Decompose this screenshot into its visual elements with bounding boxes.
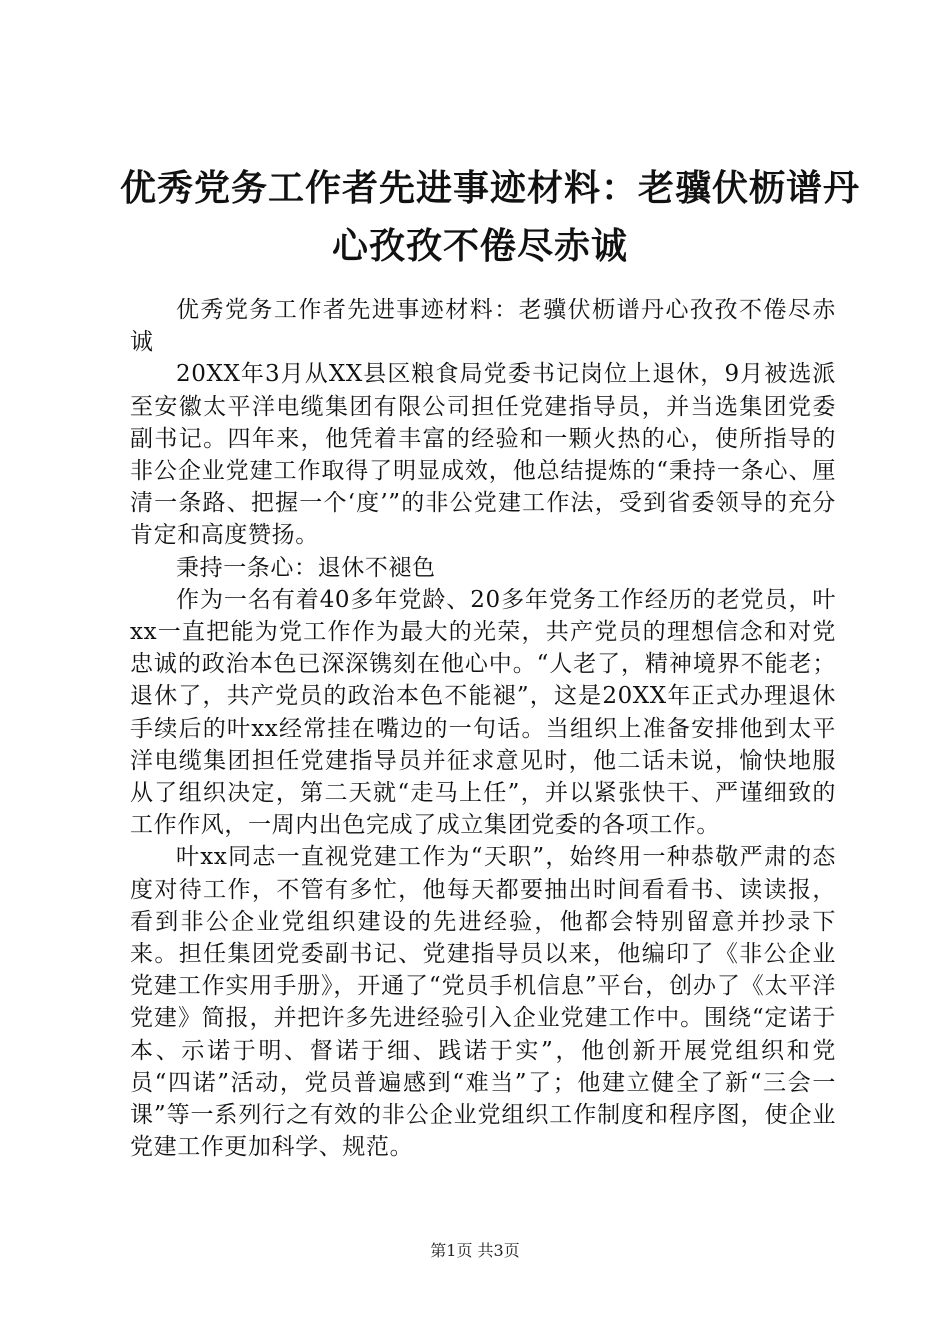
paragraph-subtitle: 优秀党务工作者先进事迹材料：老骥伏枥谱丹心孜孜不倦尽赤诚 bbox=[130, 297, 836, 356]
document-title-line-2: 心孜孜不倦尽赤诚 bbox=[331, 225, 628, 267]
paragraph-section-2: 叶xx同志一直视党建工作为“天职”，始终用一种恭敬严肃的态度对待工作，不管有多忙，他每天都要抽出时间看看书、读读报，看到非公企业党组织建设的先进经验，他都会特别留意并抄录下来。担任集团党委副书记、党建指导员以来，他编印了《非公企业党建工作实用手册》，开通了“党员手机信息”平台，创办了《太平洋党建》简报，并把许多先进经验引入企业党建工作中。围绕“定诺于本、示诺于明、督诺于细、践诺于实”，他创新开展党组织和党员“四诺”活动，党员普遍感到“难当”了；他建立健全了新“三会一课”等一系列行之有效的非公企业党组织工作制度和程序图，使企业党建工作更加科学、规范。 bbox=[130, 844, 836, 1161]
paragraph-intro: 20XX年3月从XX县区粮食局党委书记岗位上退休，9月被选派至安徽太平洋电缆集团有限公司担任党建指导员，并当选集团党委副书记。四年来，他凭着丰富的经验和一颗火热的心，使所指导的非公企业党建工作取得了明显成效，他总结提炼的“秉持一条心、厘清一条路、把握一个‘度’”的非公党建工作法，受到省委领导的充分肯定和高度赞扬。 bbox=[130, 361, 836, 549]
document-title-line-1: 优秀党务工作者先进事迹材料：老骥伏枥谱丹 bbox=[120, 167, 861, 209]
page-footer: 第1页 共3页 bbox=[430, 1241, 520, 1260]
section-heading: 秉持一条心：退休不褪色 bbox=[176, 554, 436, 581]
document-body bbox=[130, 294, 836, 1163]
paragraph-section-1: 作为一名有着40多年党龄、20多年党务工作经历的老党员，叶xx一直把能为党工作作为最大的光荣，共产党员的理想信念和对党忠诚的政治本色已深深镌刻在他心中。“人老了，精神境界不能老；退休了，共产党员的政治本色不能褪”，这是20XX年正式办理退休手续后的叶xx经常挂在嘴边的一句话。当组织上准备安排他到太平洋电缆集团担任党建指导员并征求意见时，他二话未说，愉快地服从了组织决定，第二天就“走马上任”，并以紧张快干、严谨细致的工作作风，一周内出色完成了成立集团党委的各项工作。 bbox=[130, 586, 836, 839]
